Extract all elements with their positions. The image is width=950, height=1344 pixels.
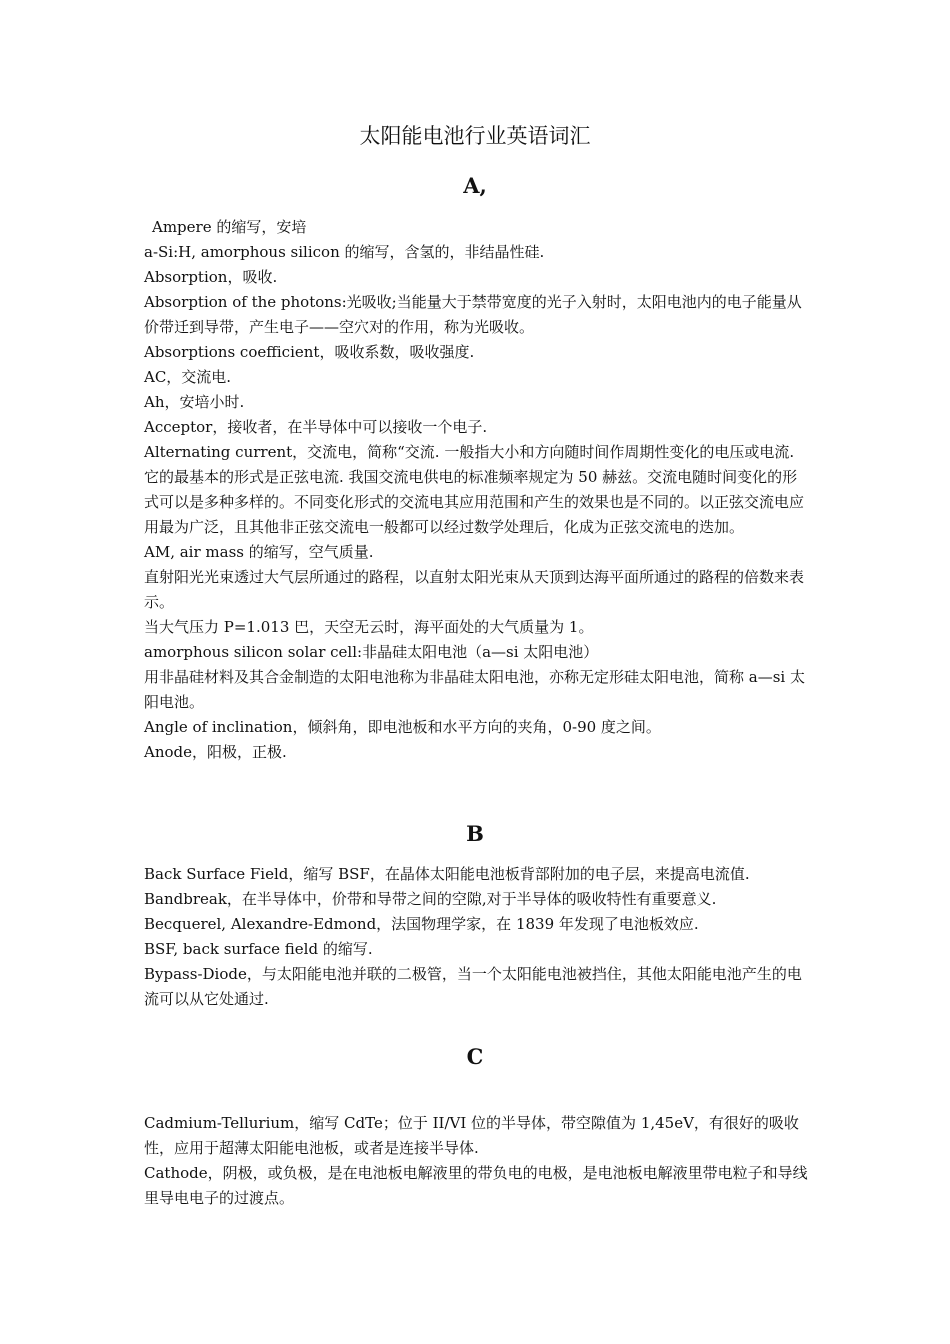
section-a-entries: [144, 215, 810, 765]
glossary-entry: 用非晶硅材料及其合金制造的太阳电池称为非晶硅太阳电池，亦称无定形硅太阳电池，简称 a—si 太阳电池。: [144, 668, 805, 711]
glossary-entry: Acceptor，接收者，在半导体中可以接收一个电子.: [144, 418, 488, 436]
glossary-entry: Becquerel, Alexandre-Edmond，法国物理学家，在 1839 年发现了电池板效应.: [144, 915, 699, 933]
section-heading-c: C: [466, 1044, 484, 1069]
section-heading-a: A,: [463, 173, 487, 198]
glossary-entry: a-Si:H, amorphous silicon 的缩写，含氢的，非结晶性硅.: [144, 243, 545, 261]
glossary-entry: Anode，阳极，正极.: [144, 743, 287, 761]
section-c-entries: [144, 1111, 810, 1211]
glossary-entry: Ah，安培小时.: [144, 393, 245, 411]
glossary-entry: BSF, back surface field 的缩写.: [144, 940, 373, 958]
glossary-entry: 当大气压力 P=1.013 巴，天空无云时，海平面处的大气质量为 1。: [144, 618, 594, 636]
glossary-entry: amorphous silicon solar cell:非晶硅太阳电池（a—si 太阳电池）: [144, 643, 599, 661]
glossary-entry: Ampere 的缩写，安培: [152, 218, 307, 236]
glossary-entry: AM, air mass 的缩写，空气质量.: [144, 543, 374, 561]
document-title: 太阳能电池行业英语词汇: [359, 124, 591, 148]
section-heading-b: B: [466, 821, 484, 846]
glossary-entry: Absorptions coefficient，吸收系数，吸收强度.: [144, 343, 475, 361]
glossary-entry: Back Surface Field，缩写 BSF，在晶体太阳能电池板背部附加的电子层，来提高电流值.: [144, 865, 750, 883]
glossary-entry: Bypass-Diode，与太阳能电池并联的二极管，当一个太阳能电池被挡住，其他太阳能电池产生的电流可以从它处通过.: [144, 965, 802, 1008]
glossary-entry: 直射阳光光束透过大气层所通过的路程，以直射太阳光束从天顶到达海平面所通过的路程的倍数来表示。: [144, 568, 805, 611]
glossary-entry: Alternating current，交流电，简称“交流. 一般指大小和方向随时间作周期性变化的电压或电流. 它的最基本的形式是正弦电流. 我国交流电供电的标准频率规定为 50 赫兹。交流电随时间变化的形式可以是多种多样的。不同变化形式的交流电其应用范围和产生的效果也是不同的。以正弦交流电应用最为广泛，且其他非正弦交流电一般都可以经过数学处理后，化成为正弦交流电的迭加。: [144, 443, 805, 536]
glossary-entry: Bandbreak，在半导体中，价带和导带之间的空隙,对于半导体的吸收特性有重要意义.: [144, 890, 717, 908]
glossary-entry: Absorption of the photons:光吸收;当能量大于禁带宽度的光子入射时，太阳电池内的电子能量从价带迁到导带，产生电子——空穴对的作用，称为光吸收。: [144, 293, 802, 336]
section-b-entries: [144, 862, 810, 1012]
glossary-entry: Cadmium-Tellurium，缩写 CdTe；位于 II/VI 位的半导体，带空隙值为 1,45eV，有很好的吸收性，应用于超薄太阳能电池板，或者是连接半导体.: [144, 1114, 799, 1157]
glossary-entry: Cathode，阴极，或负极，是在电池板电解液里的带负电的电极，是电池板电解液里带电粒子和导线里导电电子的过渡点。: [144, 1164, 808, 1207]
glossary-entry: Angle of inclination，倾斜角，即电池板和水平方向的夹角，0-90 度之间。: [144, 718, 661, 736]
glossary-entry: AC，交流电.: [144, 368, 232, 386]
glossary-entry: Absorption，吸收.: [144, 268, 278, 286]
